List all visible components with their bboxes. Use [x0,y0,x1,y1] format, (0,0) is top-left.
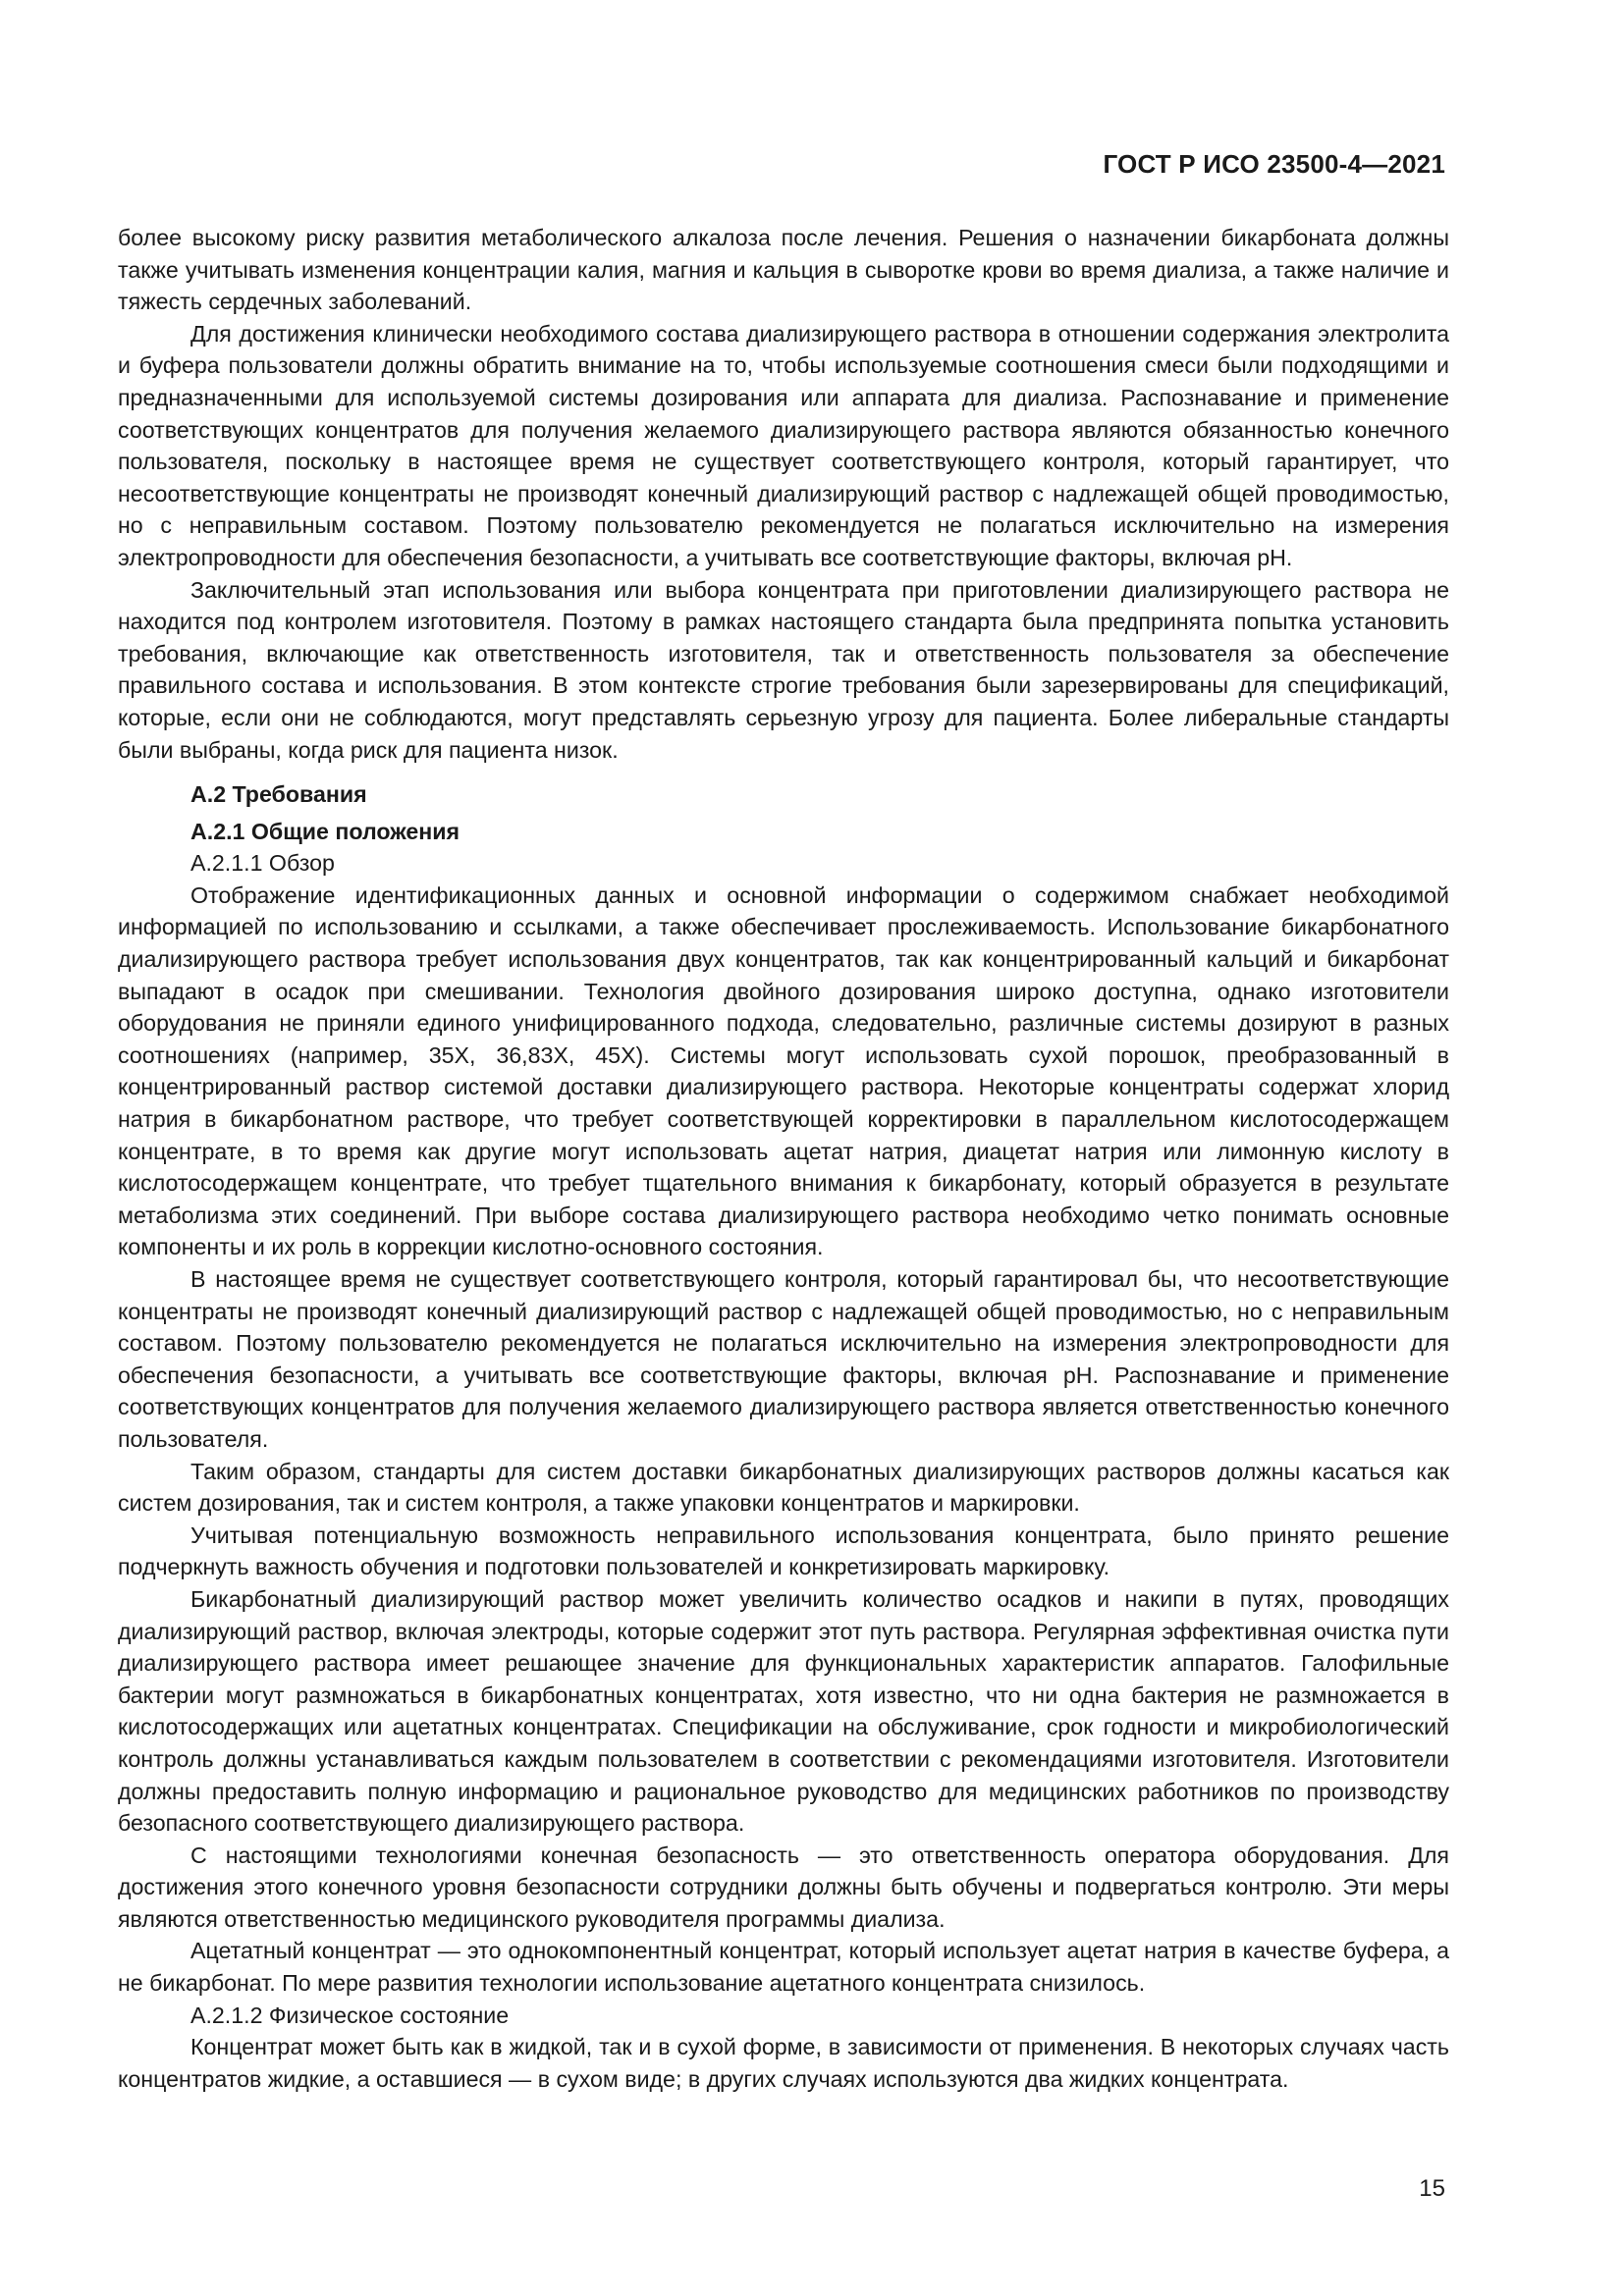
paragraph: Для достижения клинически необходимого состава диализирующего раствора в отношении содержания электролита и буфера пользователи должны обратить внимание на то, чтобы используемые соотношения смеси были подходящими и предназначенными для используемой системы дозирования или аппарата для диализа. Распознавание и применение соответствующих концентратов для получения желаемого диализирующего раствора являются обязанностью конечного пользователя, поскольку в настоящее время не существует соответствующего контроля, который гарантирует, что несоответствующие концентраты не производят конечный диализирующий раствор с надлежащей общей проводимостью, но с неправильным составом. Поэтому пользователю рекомендуется не полагаться исключительно на измерения электропроводности для обеспечения безопасности, а учитывать все соответствующие факторы, включая pH. [118,320,1449,570]
paragraph: Таким образом, стандарты для систем доставки бикарбонатных диализирующих растворов должны касаться как систем дозирования, так и систем контроля, а также упаковки концентратов и маркировки. [118,1458,1449,1517]
document-body [118,222,1449,2095]
paragraph: Учитывая потенциальную возможность неправильного использования концентрата, было принято решение подчеркнуть важность обучения и подготовки пользователей и конкретизировать маркировку. [118,1522,1449,1580]
paragraph-continuation: более высокому риску развития метаболического алкалоза после лечения. Решения о назначении бикарбоната должны также учитывать изменения концентрации калия, магния и кальция в сыворотке крови во время диализа, а также наличие и тяжесть сердечных заболеваний. [118,225,1449,315]
section-heading-a21: А.2.1 Общие положения [190,818,460,844]
paragraph: В настоящее время не существует соответствующего контроля, который гарантировал бы, что несоответствующие концентраты не производят конечный диализирующий раствор с надлежащей общей проводимостью, но с неправильным составом. Поэтому пользователю рекомендуется не полагаться исключительно на измерения электропроводности для обеспечения безопасности, а учитывать все соответствующие факторы, включая pH. Распознавание и применение соответствующих концентратов для получения желаемого диализирующего раствора является ответственностью конечного пользователя. [118,1266,1449,1452]
subsection-title-a211: А.2.1.1 Обзор [190,850,335,877]
paragraph: Отображение идентификационных данных и основной информации о содержимом снабжает необходимой информацией по использованию и ссылками, а также обеспечивает прослеживаемость. Использование бикарбонатного диализирующего раствора требует использования двух концентратов, так как концентрированный кальций и бикарбонат выпадают в осадок при смешивании. Технология двойного дозирования широко доступна, однако изготовители оборудования не приняли единого унифицированного подхода, следовательно, различные системы дозируют в разных соотношениях (например, 35X, 36,83X, 45X). Системы могут использовать сухой порошок, преобразованный в концентрированный раствор системой доставки диализирующего раствора. Некоторые концентраты содержат хлорид натрия в бикарбонатном растворе, что требует соответствующей корректировки в параллельном кислотосодержащем концентрате, в то время как другие могут использовать ацетат натрия, диацетат натрия или лимонную кислоту в кислотосодержащем концентрате, что требует тщательного внимания к бикарбонату, который образуется в результате метаболизма этих соединений. При выборе состава диализирующего раствора необходимо четко понимать основные компоненты и их роль в коррекции кислотно-основного состояния. [118,881,1449,1260]
paragraph: Заключительный этап использования или выбора концентрата при приготовлении диализирующего раствора не находится под контролем изготовителя. Поэтому в рамках настоящего стандарта была предпринята попытка установить требования, включающие как ответственность изготовителя, так и ответственность пользователя за обеспечение правильного состава и использования. В этом контексте строгие требования были зарезервированы для спецификаций, которые, если они не соблюдаются, могут представлять серьезную угрозу для пациента. Более либеральные стандарты были выбраны, когда риск для пациента низок. [118,576,1449,763]
subsection-title-a212: А.2.1.2 Физическое состояние [190,2002,510,2028]
paragraph: Концентрат может быть как в жидкой, так и в сухой форме, в зависимости от применения. В некоторых случаях часть концентратов жидкие, а оставшиеся — в сухом виде; в других случаях используются два жидких концентрата. [118,2034,1449,2092]
paragraph: Бикарбонатный диализирующий раствор может увеличить количество осадков и накипи в путях, проводящих диализирующий раствор, включая электроды, которые содержит этот путь раствора. Регулярная эффективная очистка пути диализирующего раствора имеет решающее значение для функциональных характеристик аппаратов. Галофильные бактерии могут размножаться в бикарбонатных концентратах, хотя известно, что ни одна бактерия не размножается в кислотосодержащих или ацетатных концентратах. Спецификации на обслуживание, срок годности и микробиологический контроль должны устанавливаться каждым пользователем в соответствии с рекомендациями изготовителя. Изготовители должны предоставить полную информацию и рациональное руководство для медицинских работников по производству безопасного соответствующего диализирующего раствора. [118,1585,1449,1837]
paragraph: С настоящими технологиями конечная безопасность — это ответственность оператора оборудования. Для достижения этого конечного уровня безопасности сотрудники должны быть обучены и подвергаться контролю. Эти меры являются ответственностью медицинского руководителя программы диализа. [118,1842,1449,1932]
page-number: 15 [1419,2175,1445,2202]
paragraph: Ацетатный концентрат — это однокомпонентный концентрат, который использует ацетат натрия в качестве буфера, а не бикарбонат. По мере развития технологии использование ацетатного концентрата снизилось. [118,1938,1449,1997]
section-heading-a2: А.2 Требования [190,781,367,808]
document-code-header: ГОСТ Р ИСО 23500-4—2021 [1103,149,1445,179]
